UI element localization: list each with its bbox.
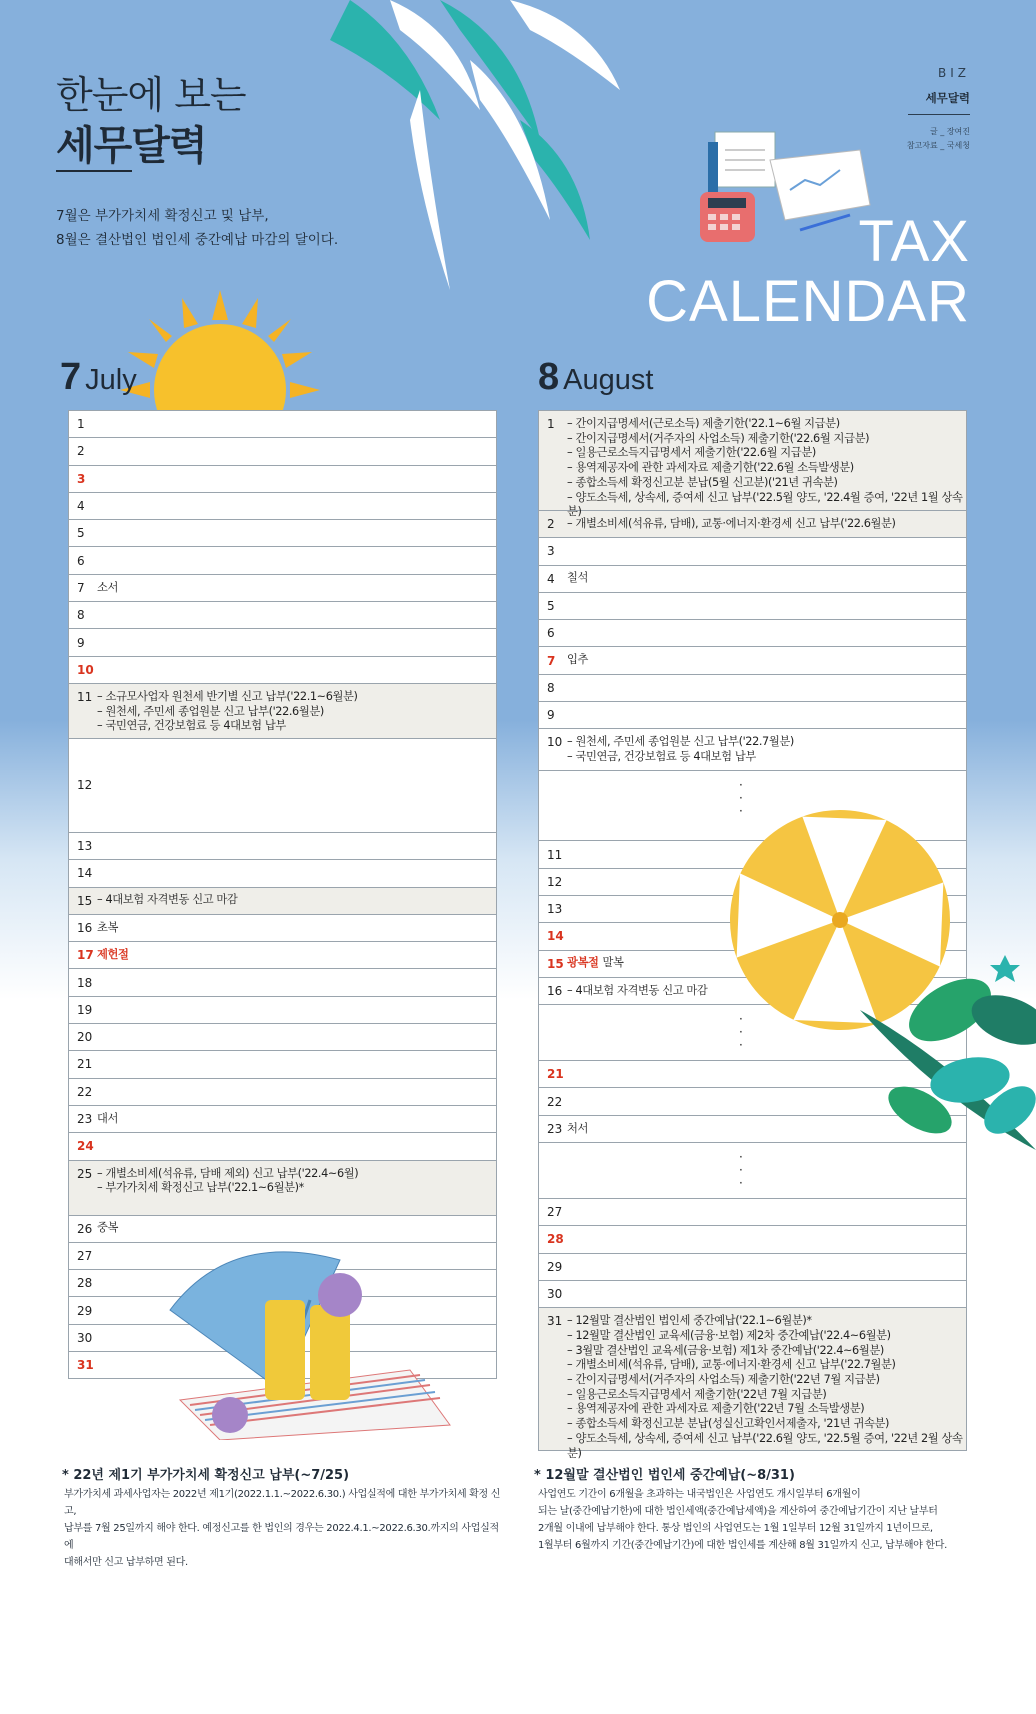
- intro-line-2: 8월은 결산법인 법인세 중간예납 마감의 달이다.: [56, 232, 339, 248]
- day-number: 1: [547, 417, 555, 431]
- day-number: 8: [547, 680, 555, 695]
- day-number: 19: [77, 1002, 93, 1017]
- day-events: 중복: [97, 1221, 119, 1235]
- day-number: 16: [547, 984, 563, 998]
- day-number: 3: [547, 544, 555, 559]
- calendar-row: [539, 1254, 966, 1281]
- big-title-line-1: TAX: [858, 209, 970, 274]
- august-note-line: 2개월 이내에 납부해야 한다. 통상 법인의 사업연도는 1월 1일부터 12월 31일까지 1년이므로,: [538, 1523, 933, 1534]
- day-events: – 간이지급명세서(근로소득) 제출기한('22.1~6월 지급분) – 간이지급명세서(거주자의 사업소득) 제출기한('22.6월 지급분) – 일용근로소득지급명세서 제출기한('22.6월 지급분) – 용역제공자에 관한 과세자료 제출기한('22.6월 소득발생분) – 종합소득세 확정신고분 분납(5월 신고분)('21년 귀속분) – 양도소득세, 상속세, 증여세 신고 납부('22.5월 양도, '22.4월 증여, '22년 1월 상속분): [567, 417, 963, 519]
- day-events: – 개별소비세(석유류, 담배 제외) 신고 납부('22.4~6월) – 부가가치세 확정신고 납부('22.1~6월분)*: [97, 1166, 359, 1195]
- day-events: – 소규모사업자 원천세 반기별 신고 납부('22.1~6월분) – 원천세, 주민세 종업원분 신고 납부('22.6월분) – 국민연금, 건강보험료 등 4대보험 납부: [97, 689, 358, 733]
- calendar-row: [69, 657, 496, 684]
- july-heading: [60, 356, 137, 399]
- holiday-label: 광복절: [567, 956, 599, 970]
- day-number: 21: [77, 1057, 93, 1072]
- august-note-body: [538, 1486, 978, 1554]
- calendar-row: [69, 1024, 496, 1051]
- section-sublabel: 세무달력: [925, 91, 970, 105]
- day-number: 4: [77, 499, 85, 514]
- calendar-row: [69, 547, 496, 574]
- credit-author: 글 _ 장여진: [930, 127, 970, 136]
- calendar-row: [539, 729, 966, 771]
- day-number: 14: [547, 929, 564, 944]
- calendar-row: [539, 1226, 966, 1253]
- day-events: 소서: [97, 580, 119, 594]
- credit-source: 참고자료 _ 국세청: [906, 141, 970, 150]
- day-number: 29: [77, 1303, 93, 1318]
- day-number: 31: [547, 1314, 563, 1329]
- title-light: 한눈에 보는: [56, 73, 246, 117]
- day-number: 10: [547, 735, 563, 750]
- day-number: 31: [77, 1358, 94, 1373]
- calendar-row: [69, 1106, 496, 1133]
- calendar-row: [69, 520, 496, 547]
- day-number: 11: [77, 689, 93, 704]
- calendar-row: [69, 997, 496, 1024]
- august-note-line: 1월부터 6월까지 기간(중간예납기간)에 대한 법인세를 계산해 8월 31일까지 신고, 납부해야 한다.: [538, 1540, 948, 1551]
- calendar-row: [539, 620, 966, 647]
- calendar-row: [539, 1308, 966, 1460]
- big-title-line-2: CALENDAR: [646, 269, 970, 334]
- day-events: – 12월말 결산법인 법인세 중간예납('22.1~6월분)* – 12월말 결산법인 교육세(금융·보험) 제2차 중간예납('22.4~6월분) – 3월말 결산법인 교육세(금융·보험) 제1차 중간예납('22.4~6월분) – 개별소비세(석유류, 담배), 교통·에너지·환경세 신고 납부('22.7월분) – 간이지급명세서(거주자의 사업소득) 제출기한('22년 7월 지급분) – 일용근로소득지급명세서 제출기한('22년 7월 지급분) – 용역제공자에 관한 과세자료 제출기한('22년 7월 소득발생분) – 종합소득세 확정신고분 분납(성실신고확인서제출자, '21년 귀속분) – 양도소득세, 상속세, 증여세 신고 납부('22.6월 양도, '22.5월 증여, '22년 2월 상속분): [567, 1314, 963, 1460]
- ellipsis-dots: · · ·: [739, 778, 743, 819]
- day-number: 28: [547, 1232, 564, 1247]
- calendar-row: [69, 684, 496, 739]
- day-number: 27: [547, 1205, 563, 1220]
- calendar-row: [69, 411, 496, 438]
- umbrella-boots-illustration: [160, 1240, 460, 1440]
- calendar-row: [69, 1051, 496, 1078]
- tax-calendar-title: [640, 209, 970, 334]
- title-rule: [56, 170, 132, 172]
- calendar-row: [69, 1216, 496, 1243]
- day-number: 30: [77, 1330, 93, 1345]
- day-events: 대서: [97, 1111, 119, 1125]
- calendar-row: [69, 602, 496, 629]
- calendar-row: [69, 1079, 496, 1106]
- day-number: 25: [77, 1166, 93, 1181]
- day-number: 14: [77, 866, 93, 881]
- calendar-row: [539, 1281, 966, 1308]
- day-events: – 원천세, 주민세 종업원분 신고 납부('22.7월분) – 국민연금, 건강보험료 등 4대보험 납부: [567, 735, 794, 764]
- august-heading: [538, 356, 653, 399]
- august-note-heading: * 12월말 결산법인 법인세 중간예납(~8/31): [534, 1468, 795, 1483]
- day-number: 11: [547, 847, 563, 862]
- calendar-row: [69, 629, 496, 656]
- intro-line-1: 7월은 부가가치세 확정신고 및 납부,: [56, 208, 269, 224]
- calendar-row: [69, 466, 496, 493]
- day-number: 5: [547, 599, 555, 614]
- calendar-row: [69, 438, 496, 465]
- august-note-line: 사업연도 기간이 6개월을 초과하는 내국법인은 사업연도 개시일부터 6개월이: [538, 1489, 861, 1500]
- july-name: July: [85, 364, 137, 396]
- july-note-line: 대해서만 신고 납부하면 된다.: [64, 1557, 188, 1568]
- day-number: 10: [77, 662, 94, 677]
- day-events: 칠석: [567, 571, 589, 585]
- day-number: 15: [77, 893, 93, 908]
- day-number: 13: [77, 839, 93, 854]
- day-number: 28: [77, 1276, 93, 1291]
- calendar-row: [69, 969, 496, 996]
- day-number: 23: [77, 1112, 93, 1127]
- day-events: 초복: [97, 920, 119, 934]
- calendar-row: [69, 1133, 496, 1160]
- july-note-body: [64, 1486, 504, 1571]
- july-calendar-table: [68, 410, 497, 1379]
- day-number: 12: [547, 874, 563, 889]
- day-events: – 개별소비세(석유류, 담배), 교통·에너지·환경세 신고 납부('22.6월분): [567, 516, 896, 530]
- section-rule: [908, 114, 970, 115]
- day-number: 7: [77, 580, 85, 595]
- section-label: BIZ: [938, 66, 970, 80]
- day-number: 5: [77, 526, 85, 541]
- calendar-row: [69, 1161, 496, 1216]
- day-number: 21: [547, 1067, 564, 1082]
- calendar-row: [539, 1199, 966, 1226]
- day-number: 9: [77, 635, 85, 650]
- day-number: 6: [77, 553, 85, 568]
- calendar-row: [539, 411, 966, 519]
- ellipsis-dots: · · ·: [739, 1150, 743, 1191]
- july-note-heading: * 22년 제1기 부가가치세 확정신고 납부(~7/25): [62, 1468, 350, 1483]
- day-events: 입추: [567, 653, 589, 667]
- day-number: 27: [77, 1248, 93, 1263]
- day-number: 4: [547, 571, 555, 586]
- calendar-row: [539, 511, 966, 538]
- calendar-row: [69, 915, 496, 942]
- calendar-row: [539, 593, 966, 620]
- day-number: 8: [77, 608, 85, 623]
- day-number: 29: [547, 1259, 563, 1274]
- july-number: 7: [60, 356, 82, 398]
- day-number: 23: [547, 1121, 563, 1136]
- day-events: [97, 948, 496, 963]
- calendar-row: [539, 702, 966, 729]
- day-number: 15: [547, 956, 564, 971]
- day-number: 1: [77, 417, 85, 432]
- july-note-line: 부가가치세 과세사업자는 2022년 제1기(2022.1.1.~2022.6.30.) 사업실적에 대한 부가가치세 확정 신고,: [64, 1489, 501, 1517]
- day-number: 13: [547, 902, 563, 917]
- day-number: 2: [547, 517, 555, 532]
- beach-umbrella-leaves-illustration: [720, 780, 1036, 1150]
- skipped-days-gap: [539, 1143, 966, 1199]
- day-number: 17: [77, 948, 94, 963]
- day-number: 9: [547, 708, 555, 723]
- intro-text: [56, 204, 338, 252]
- day-number: 3: [77, 471, 86, 486]
- day-events: 처서: [567, 1121, 589, 1135]
- calendar-row: [69, 575, 496, 602]
- calendar-row: [539, 566, 966, 593]
- day-number: 24: [77, 1139, 94, 1154]
- august-number: 8: [538, 356, 560, 398]
- calendar-row: [69, 888, 496, 915]
- palm-leaves-illustration: [290, 0, 620, 300]
- day-events: – 4대보험 자격변동 신고 마감: [97, 893, 238, 907]
- calendar-row: [539, 647, 966, 674]
- calendar-row: [69, 833, 496, 860]
- calendar-row: [539, 675, 966, 702]
- ellipsis-dots: · · ·: [739, 1012, 743, 1053]
- day-number: 6: [547, 626, 555, 641]
- day-number: 2: [77, 444, 85, 459]
- day-number: 22: [547, 1094, 563, 1109]
- calendar-row: [69, 860, 496, 887]
- calendar-row: [69, 942, 496, 969]
- day-number: 16: [77, 921, 93, 935]
- day-number: 26: [77, 1221, 93, 1236]
- day-number: 22: [77, 1084, 93, 1099]
- day-events: – 4대보험 자격변동 신고 마감: [567, 983, 708, 997]
- calendar-row: [69, 493, 496, 520]
- day-number: 20: [77, 1030, 93, 1045]
- seasonal-label: 말복: [602, 956, 624, 970]
- day-number: 12: [77, 778, 93, 793]
- day-number: 7: [547, 653, 556, 668]
- august-note-line: 되는 날(중간예납기한)에 대한 법인세액(중간예납세액)을 계산하여 중간예납기간이 지난 날부터: [538, 1506, 938, 1517]
- day-number: 30: [547, 1287, 563, 1302]
- august-name: August: [563, 364, 654, 396]
- title-bold: 세무달력: [56, 123, 207, 169]
- july-note-line: 납부를 7월 25일까지 해야 한다. 예정신고를 한 법인의 경우는 2022.4.1.~2022.6.30.까지의 사업실적에: [64, 1523, 499, 1551]
- day-number: 18: [77, 975, 93, 990]
- calendar-row: [539, 538, 966, 565]
- holiday-label: 제헌절: [97, 947, 129, 961]
- calendar-row: [69, 739, 496, 833]
